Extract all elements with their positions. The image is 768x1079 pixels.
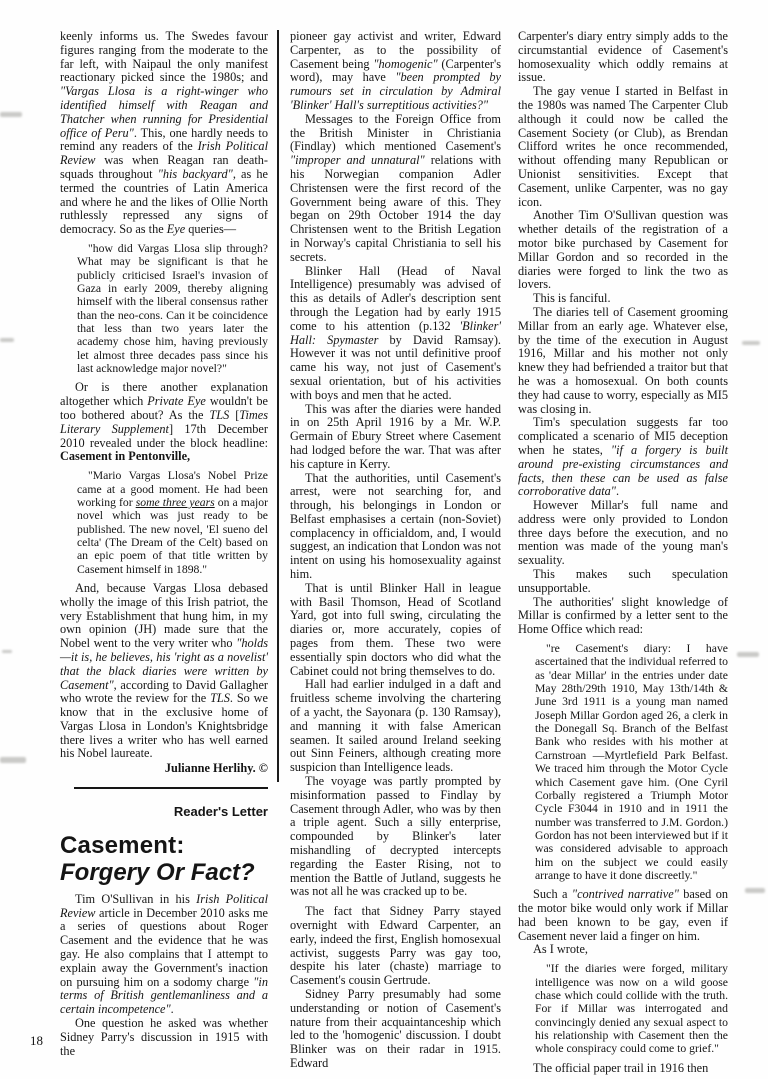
scan-artifact [0, 112, 22, 117]
paragraph [518, 85, 728, 209]
text-segment: That is until Blinker Hall in league with Basil Thomson, Head of Scotland Yard, got into full swing, circulating the diaries or, more accurately, copies of pages from them. These two were essentially spin doctors who did what the Cabinet could not bring themselves to do. [290, 580, 501, 678]
letter-subtitle [60, 859, 268, 886]
text-segment: The gay venue I started in Belfast in the 1980s was named The Carpenter Club although it could now be called the Casement Society (or Club), as Brendan Clifford writes he once recommended, without offending many Republican or Unionist sensitivities. Except that Casement, unlike Carpenter, was no gay icon. [518, 84, 728, 209]
paragraph [518, 568, 728, 596]
paragraph [290, 678, 501, 775]
scan-artifact [0, 757, 26, 763]
text-segment: This was after the diaries were handed in on 25th April 1916 by a Mr. W.P. Germain of Ebury Street where Casement had lodged before the war. That was after his capture in Kerry. [290, 401, 501, 471]
paragraph [60, 1017, 268, 1058]
text-segment-i: "his backyard" [157, 166, 233, 181]
text-segment: The voyage was partly prompted by misinformation passed to Findlay by Casement through Adler, who was by then a triple agent. Such a silly enterprise, compounded by Blinker's later mishandling of decrypted intercepts regarding the Easter Rising, not to mention the Battle of Jutland, suggests he was not all he was cracked up to be. [290, 774, 501, 899]
text-segment: (Carpenter's word), may have [290, 56, 501, 85]
text-segment-iu: some three years [135, 495, 215, 509]
text-segment-i: "holds—it is, he believes, his 'right as a novelist' that the black diaries were written by Casement" [60, 636, 268, 692]
text-segment-i: Irish Political Review [60, 891, 268, 920]
text-segment: As I wrote, [533, 942, 588, 957]
block-quote [77, 469, 268, 576]
text-column-2 [290, 30, 501, 1071]
text-segment: Hall had earlier indulged in a daft and fruitless scheme involving the chartering of a yacht, the Sayonara (p. 130 Ramsay), and manning it with false American seamen. It sailed around Ireland seeking out Sinn Feiners, although creating more suspicion than Intelligence leads. [290, 677, 501, 775]
section-divider-rule [74, 787, 268, 789]
block-quote [535, 962, 728, 1055]
paragraph [290, 988, 501, 1071]
text-segment: Tim's speculation suggests far too complicated a scenario of MI5 deception when he states, [518, 415, 728, 457]
text-segment: That the authorities, until Casement's arrest, were not searching for, and through, his belongings in London or Belfast emphasises a certain (non-Soviet) complacency in officialdom, and, I would suggest, an indication that London was not intent on using his homosexuality against him. [290, 470, 501, 582]
text-segment-i: "been prompted by rumours set in circulation by Admiral 'Blinker' Hall's surreptitious activities?" [290, 70, 501, 112]
text-segment: ] 17th December 2010 revealed under the block headline: [60, 421, 268, 450]
paragraph [290, 472, 501, 582]
paragraph [290, 905, 501, 988]
block-quote [77, 242, 268, 375]
paragraph [518, 499, 728, 568]
text-segment-i: "in terms of British gentlemanliness and a certain incompetence" [60, 974, 268, 1017]
text-segment: Or is there another explanation altogether which [60, 380, 268, 409]
text-segment: Casement: [60, 831, 185, 859]
scan-artifact [0, 338, 14, 342]
text-segment: relations with his Norwegian companion Adler Christensen were the first record of the Government being aware of this. They began on 29th October 1914 the day Christensen went to the British Legation in Norway's capital Christiania to sell his secrets. [290, 153, 502, 264]
text-segment: One question he asked was whether Sidney Parry's discussion in 1915 with the [60, 1016, 268, 1058]
text-segment: [ [229, 407, 240, 422]
text-segment-b: Julianne Herlihy. © [164, 761, 268, 776]
paragraph [518, 209, 728, 292]
block-quote [535, 642, 728, 882]
text-segment: . So we know that in the exclusive home of Vargas Llosa in London's Knightsbridge there lives a writer who has well earned his Nobel laureate. [60, 691, 268, 761]
section-kicker [60, 805, 268, 819]
scan-artifact [742, 341, 760, 345]
page-number: 18 [30, 1033, 43, 1048]
text-segment: However Millar's full name and address were only provided to London three days before the execution, and no mention was made of the young man's sexuality. [518, 498, 728, 568]
paragraph [290, 582, 501, 679]
text-segment: Another Tim O'Sullivan question was whether details of the registration of a motor bike purchased by Casement for Millar Gordon and so recorded in the diaries were forged to link the two as lovers. [518, 208, 728, 292]
text-segment: "If the diaries were forged, military intelligence was now on a wild goose chase which could collide with the truth. For if Millar was interrogated and convincingly denied any sexual aspect to his relationship with Casement then the whole conspiracy could come to grief." [535, 962, 728, 1056]
text-segment-i: "improper and unnatural" [290, 153, 425, 168]
text-segment: . This, one hardly needs to remind any readers of the [60, 125, 268, 154]
text-segment: The official paper trail in 1916 then [533, 1060, 709, 1075]
text-segment-i: TLS [209, 407, 230, 422]
text-segment: Messages to the Foreign Office from the British Minister in Christiania (Findlay) which mentioned Casement's [290, 111, 501, 154]
paragraph [290, 30, 501, 113]
scan-artifact [745, 888, 765, 893]
text-segment: Sidney Parry presumably had some understanding or notion of Casement's nature from their acquaintanceship which led to the 'homogenic' discussion. I doubt Blinker was on their radar in 1915. Edward [290, 986, 501, 1070]
paragraph [290, 113, 501, 265]
text-segment-i: "homogenic" [373, 56, 438, 71]
text-segment: Blinker Hall (Head of Naval Intelligence) presumably was advised of this as details of Adler's description sent through the Legation had by early 1915 come to his attention (p.132 [290, 263, 501, 333]
paragraph [518, 596, 728, 637]
scan-artifact [2, 650, 12, 653]
text-segment: The fact that Sidney Parry stayed overnight with Edward Carpenter, an early, indeed the first, English homosexual activist, suggests Parry was gay too, despite his later (chaste) marriage to Casement's cousin Gertrude. [290, 904, 501, 988]
paragraph [290, 775, 501, 899]
text-segment: pioneer gay activist and writer, Edward Carpenter, as to the possibility of Casement being [290, 29, 501, 71]
text-segment-i: "Vargas Llosa is a right-winger who identified himself with Reagan and Thatcher when running for Presidential office of Peru" [60, 84, 268, 140]
text-column-3 [518, 30, 728, 1075]
author-byline [60, 762, 268, 776]
paragraph [518, 30, 728, 85]
paragraph [518, 306, 728, 416]
text-segment-i: Times Literary Supplement [60, 407, 268, 436]
text-segment-i: Private Eye [147, 394, 206, 409]
paragraph [518, 1062, 728, 1076]
text-segment: Forgery Or Fact? [60, 858, 255, 886]
paragraph [290, 265, 501, 403]
text-segment: on a major novel which was just ready to be published. The new novel, 'El sueno del celta' (The Dream of the Celt) based on an epic poem of that title written by Casement himself in 1898." [77, 495, 268, 576]
text-segment-b: Casement in Pentonville, [60, 449, 191, 464]
text-segment-i: TLS [210, 691, 230, 706]
paragraph [290, 403, 501, 472]
text-segment: The diaries tell of Casement grooming Millar from an early age. Whatever else, by the time of the execution in August 1916, Millar and his mother not only knew they had befriended a traitor but that he was a homosexual. On both counts they had cause to worry, especially as MI5 was closing in. [518, 304, 728, 416]
text-segment: The authorities' slight knowledge of Millar is confirmed by a letter sent to the Home Office which read: [518, 594, 728, 637]
text-segment-i: "if a forgery is built around pre-existing circumstances and facts, then these can be used as false corroborative data" [518, 442, 729, 499]
text-segment: Reader's Letter [173, 804, 268, 820]
text-segment: "how did Vargas Llosa slip through? What may be significant is that he publicly criticised Israel's invasion of Gaza in early 2009, thereby aligning himself with the liberal consensus rather than the neo-cons. Can it be coincidence that less than two years later the academy chose him, having previously let almost three decades pass since his last acknowledge major novel?" [77, 241, 268, 376]
text-segment: queries— [185, 222, 237, 237]
text-segment: Carpenter's diary entry simply adds to the circumstantial evidence of Casement's homosexuality which oddly remains at issue. [518, 29, 728, 85]
text-segment-i: 'Blinker' Hall: Spymaster [290, 318, 501, 347]
text-segment: , according to David Gallagher who wrote the review for the [60, 677, 268, 706]
text-segment: . [170, 1002, 174, 1017]
paragraph [60, 582, 268, 761]
text-segment-i: Eye [166, 222, 186, 237]
text-segment: . [615, 484, 620, 499]
paragraph [518, 292, 728, 306]
paragraph [518, 416, 728, 499]
text-segment: Such a [533, 887, 572, 902]
text-segment-i: "contrived narrative" [571, 887, 679, 902]
text-segment: article in December 2010 asks me a series of questions about Roger Casement and the evidence that he was gay. He also complains that I attempt to explain away the Government's inaction on pursuing him on a sodomy charge [60, 905, 268, 989]
text-segment: keenly informs us. The Swedes favour figures ranging from the moderate to the far left, with Naipaul the only manifest reactionary picked since the 1980s; and [60, 29, 268, 85]
text-segment: And, because Vargas Llosa debased wholly the image of this Irish patriot, the very Establishment that hung him, in my own opinion (JH) made sure that the Nobel went to the very writer who [60, 580, 268, 651]
scan-artifact [737, 652, 759, 657]
paragraph [60, 893, 268, 1017]
text-segment: wouldn't be too bothered about? As the [60, 394, 268, 422]
paragraph [60, 30, 268, 237]
text-segment: This is fanciful. [533, 291, 611, 306]
paragraph [518, 943, 728, 957]
text-segment: was when Reagan ran death-squads throughout [60, 153, 268, 181]
paragraph [60, 381, 268, 464]
text-segment: "re Casement's diary: I have ascertained that the individual referred to as 'dear Millar' in the entries under date May 28th/29th 1910, May 13th/14th & June 3rd 1911 is a young man named Joseph Millar Gordon aged 26, a clerk in the Donegall Sq. Branch of the Belfast Bank who resides with his mother at Carnstroan —Myrtlefield Park Belfast. We traced him through the Motor Cycle which Casement gave him. (One Cyril Corbally registered a Triumph Motor Cycle F3044 in 1910 and in 1911 the number was transferred to J.M. Gordon.) Gordon has not been interviewed but if it was considered advisable to approach him on the subject we could easily arrange to have it done discreetly." [535, 642, 728, 882]
text-segment: based on the motor bike would only work if Millar had been known to be gay, even if Casement never laid a finger on him. [518, 887, 728, 943]
text-segment: This makes such speculation unsupportable. [518, 567, 728, 595]
column-divider-line [277, 30, 279, 782]
text-segment: , as he termed the countries of Latin America and where he and the likes of Ollie North ruthlessly repressed any signs of democracy. So as the [60, 166, 268, 237]
letter-title [60, 832, 268, 859]
text-segment: "Mario Vargas Llosa's Nobel Prize came at a good moment. He had been working for [77, 469, 268, 509]
paragraph [518, 888, 728, 943]
text-segment: Tim O'Sullivan in his [75, 891, 197, 906]
text-column-1 [60, 30, 268, 1058]
text-segment-i: Irish Political Review [60, 139, 268, 168]
text-segment: by David Ramsay). However it was not until definitive proof came his way, not just of Casement's sexual orientation, but of his activities with boys and men that he acted. [290, 332, 501, 402]
